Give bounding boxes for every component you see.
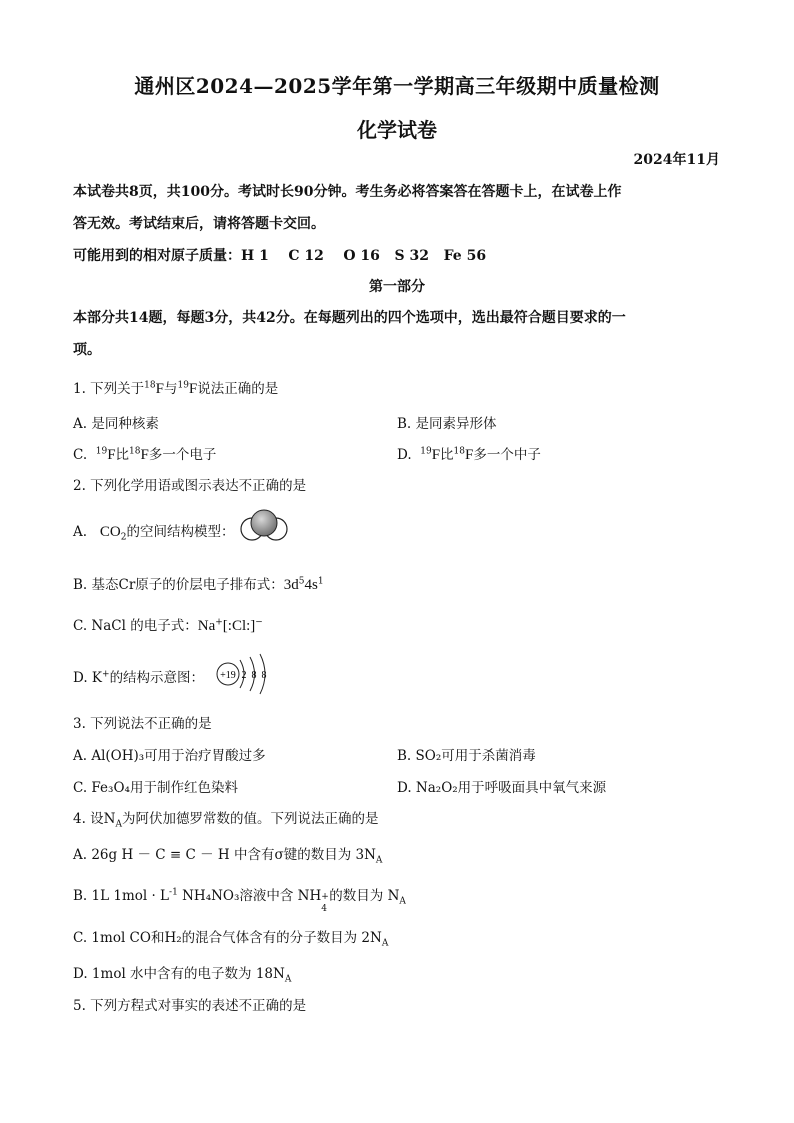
atomic-mass-line: [73, 245, 486, 265]
part-instructions-line-1: 本部分共14题，每题3分，共42分。在每题列出的四个选项中，选出最符合题目要求的一: [73, 310, 626, 326]
intro-line-1: 本试卷共8页，共100分。考试时长90分钟。考生务必将答案答在答题卡上，在试卷上作: [73, 184, 622, 200]
intro-line-2: 答无效。考试结束后，请将答题卡交回。: [73, 216, 325, 232]
q1-option-c[interactable]: C. $^{19}$F比$^{18}$F多一个电子: [73, 446, 217, 463]
atomic-mass-fe: Fe 56: [443, 248, 487, 264]
q3-option-b[interactable]: B. SO₂可用于杀菌消毒: [397, 748, 536, 764]
q4-option-b[interactable]: B. 1L $1mol \cdot L^{-1}$ NH₄NO₃溶液中含 NH + 4 的数目为 $N_A$: [73, 887, 406, 914]
k-ion-shell-1: 2: [241, 670, 247, 681]
k-ion-shell-2: 8: [251, 670, 257, 681]
q1-option-b[interactable]: B. 是同素异形体: [397, 416, 497, 432]
nacl-anion: [:Cl:]: [222, 618, 256, 634]
k-ion-structure-diagram: [212, 652, 274, 696]
q2-option-b[interactable]: B. 基态Cr原子的价层电子排布式：$3d^54s^1$: [73, 576, 324, 593]
k-ion-nucleus-label: +19: [220, 670, 236, 681]
atomic-mass-c: C 12: [288, 248, 324, 264]
part-title: 第一部分: [369, 279, 425, 295]
q4-option-d[interactable]: D. 1mol 水中含有的电子数为 $18N_A$: [73, 966, 292, 985]
q5-stem: 5. 下列方程式对事实的表述不正确的是: [73, 998, 307, 1014]
part-instructions-line-2: 项。: [73, 342, 101, 358]
q2-stem: 2. 下列化学用语或图示表达不正确的是: [73, 478, 307, 494]
q3-option-c[interactable]: C. Fe₃O₄用于制作红色染料: [73, 780, 238, 796]
atomic-mass-o: O 16: [343, 248, 380, 264]
q2-option-a[interactable]: A. $CO_2$的空间结构模型：: [73, 524, 235, 543]
q1-stem: 1. 下列关于$^{18}$F与$^{19}$F说法正确的是: [73, 380, 279, 397]
q1-option-d[interactable]: D. $^{19}$F比$^{18}$F多一个中子: [397, 446, 541, 463]
nacl-cation: Na: [197, 618, 216, 634]
q4-option-c[interactable]: C. 1mol CO和H₂的混合气体含有的分子数目为 $2N_A$: [73, 930, 389, 949]
atomic-mass-label: 可能用到的相对原子质量：: [73, 248, 241, 264]
co2-space-filling-model: [240, 507, 288, 547]
q3-stem: 3. 下列说法不正确的是: [73, 716, 212, 732]
atomic-mass-h: H 1: [241, 248, 269, 264]
atomic-mass-s: S 32: [394, 248, 429, 264]
q3-option-d[interactable]: D. Na₂O₂用于呼吸面具中氧气来源: [397, 780, 607, 796]
exam-title: 通州区2024—2025学年第一学期高三年级期中质量检测: [134, 74, 660, 98]
q4-stem: 4. 设$N_A$为阿伏加德罗常数的值。下列说法正确的是: [73, 811, 379, 830]
q2-option-d[interactable]: D. K+的结构示意图：: [73, 669, 205, 686]
exam-date: 2024年11月: [633, 152, 720, 168]
q4-option-a[interactable]: A. 26g H － C ≡ C － H 中含有σ键的数目为 $3N_A$: [73, 847, 383, 866]
q3-option-a[interactable]: A. Al(OH)₃可用于治疗胃酸过多: [73, 748, 266, 764]
k-ion-shell-3: 8: [261, 670, 267, 681]
exam-subtitle: 化学试卷: [357, 118, 437, 142]
q1-option-a[interactable]: A. 是同种核素: [73, 416, 159, 432]
q2-option-c[interactable]: C. NaCl 的电子式：Na+[:Cl:]−: [73, 617, 263, 634]
